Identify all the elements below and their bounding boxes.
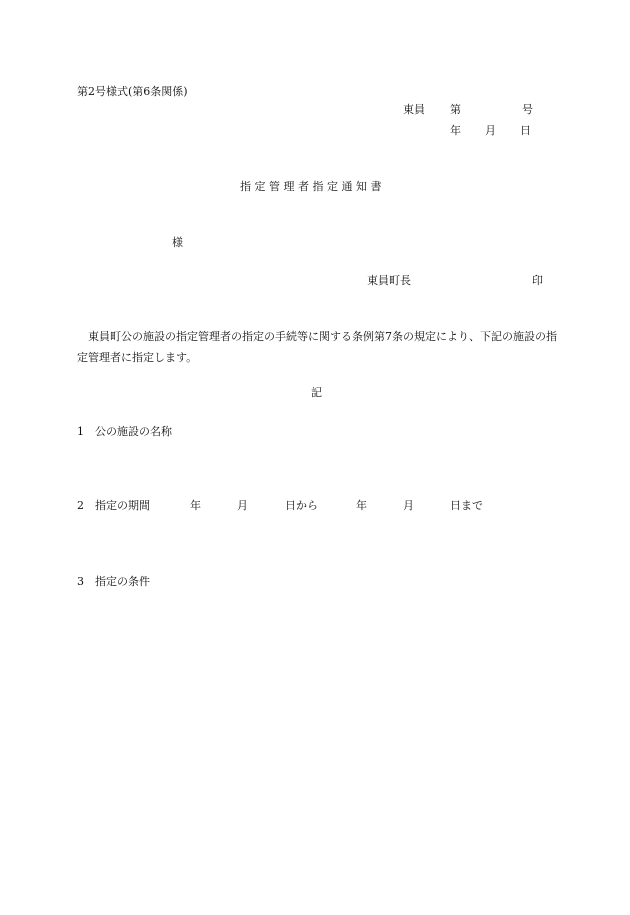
period-start-year: 年 xyxy=(190,499,201,512)
period-start-day: 日から xyxy=(285,499,318,512)
signer-name: 東員町長 xyxy=(367,274,411,287)
addressee-suffix: 様 xyxy=(172,236,183,249)
period-end-day: 日まで xyxy=(450,499,483,512)
number-suffix: 号 xyxy=(522,103,533,116)
date-day: 日 xyxy=(520,124,531,137)
issuer-label: 東員 xyxy=(403,103,425,116)
period-end-month: 月 xyxy=(403,499,414,512)
item-period-label: 2 指定の期間 xyxy=(77,499,150,512)
date-year: 年 xyxy=(450,124,461,137)
ki-heading: 記 xyxy=(311,386,322,399)
document-title: 指定管理者指定通知書 xyxy=(240,180,385,193)
seal-mark: 印 xyxy=(532,274,543,287)
period-end-year: 年 xyxy=(356,499,367,512)
number-prefix: 第 xyxy=(450,103,461,116)
body-paragraph: 東員町公の施設の指定管理者の指定の手続等に関する条例第7条の規定により、下記の施設の指定管理者に指定します。 xyxy=(77,330,557,364)
date-month: 月 xyxy=(485,124,496,137)
item-conditions: 3 指定の条件 xyxy=(77,575,150,588)
period-start-month: 月 xyxy=(237,499,248,512)
form-label: 第2号様式(第6条関係) xyxy=(77,85,188,98)
item-facility-name: 1 公の施設の名称 xyxy=(77,425,172,438)
